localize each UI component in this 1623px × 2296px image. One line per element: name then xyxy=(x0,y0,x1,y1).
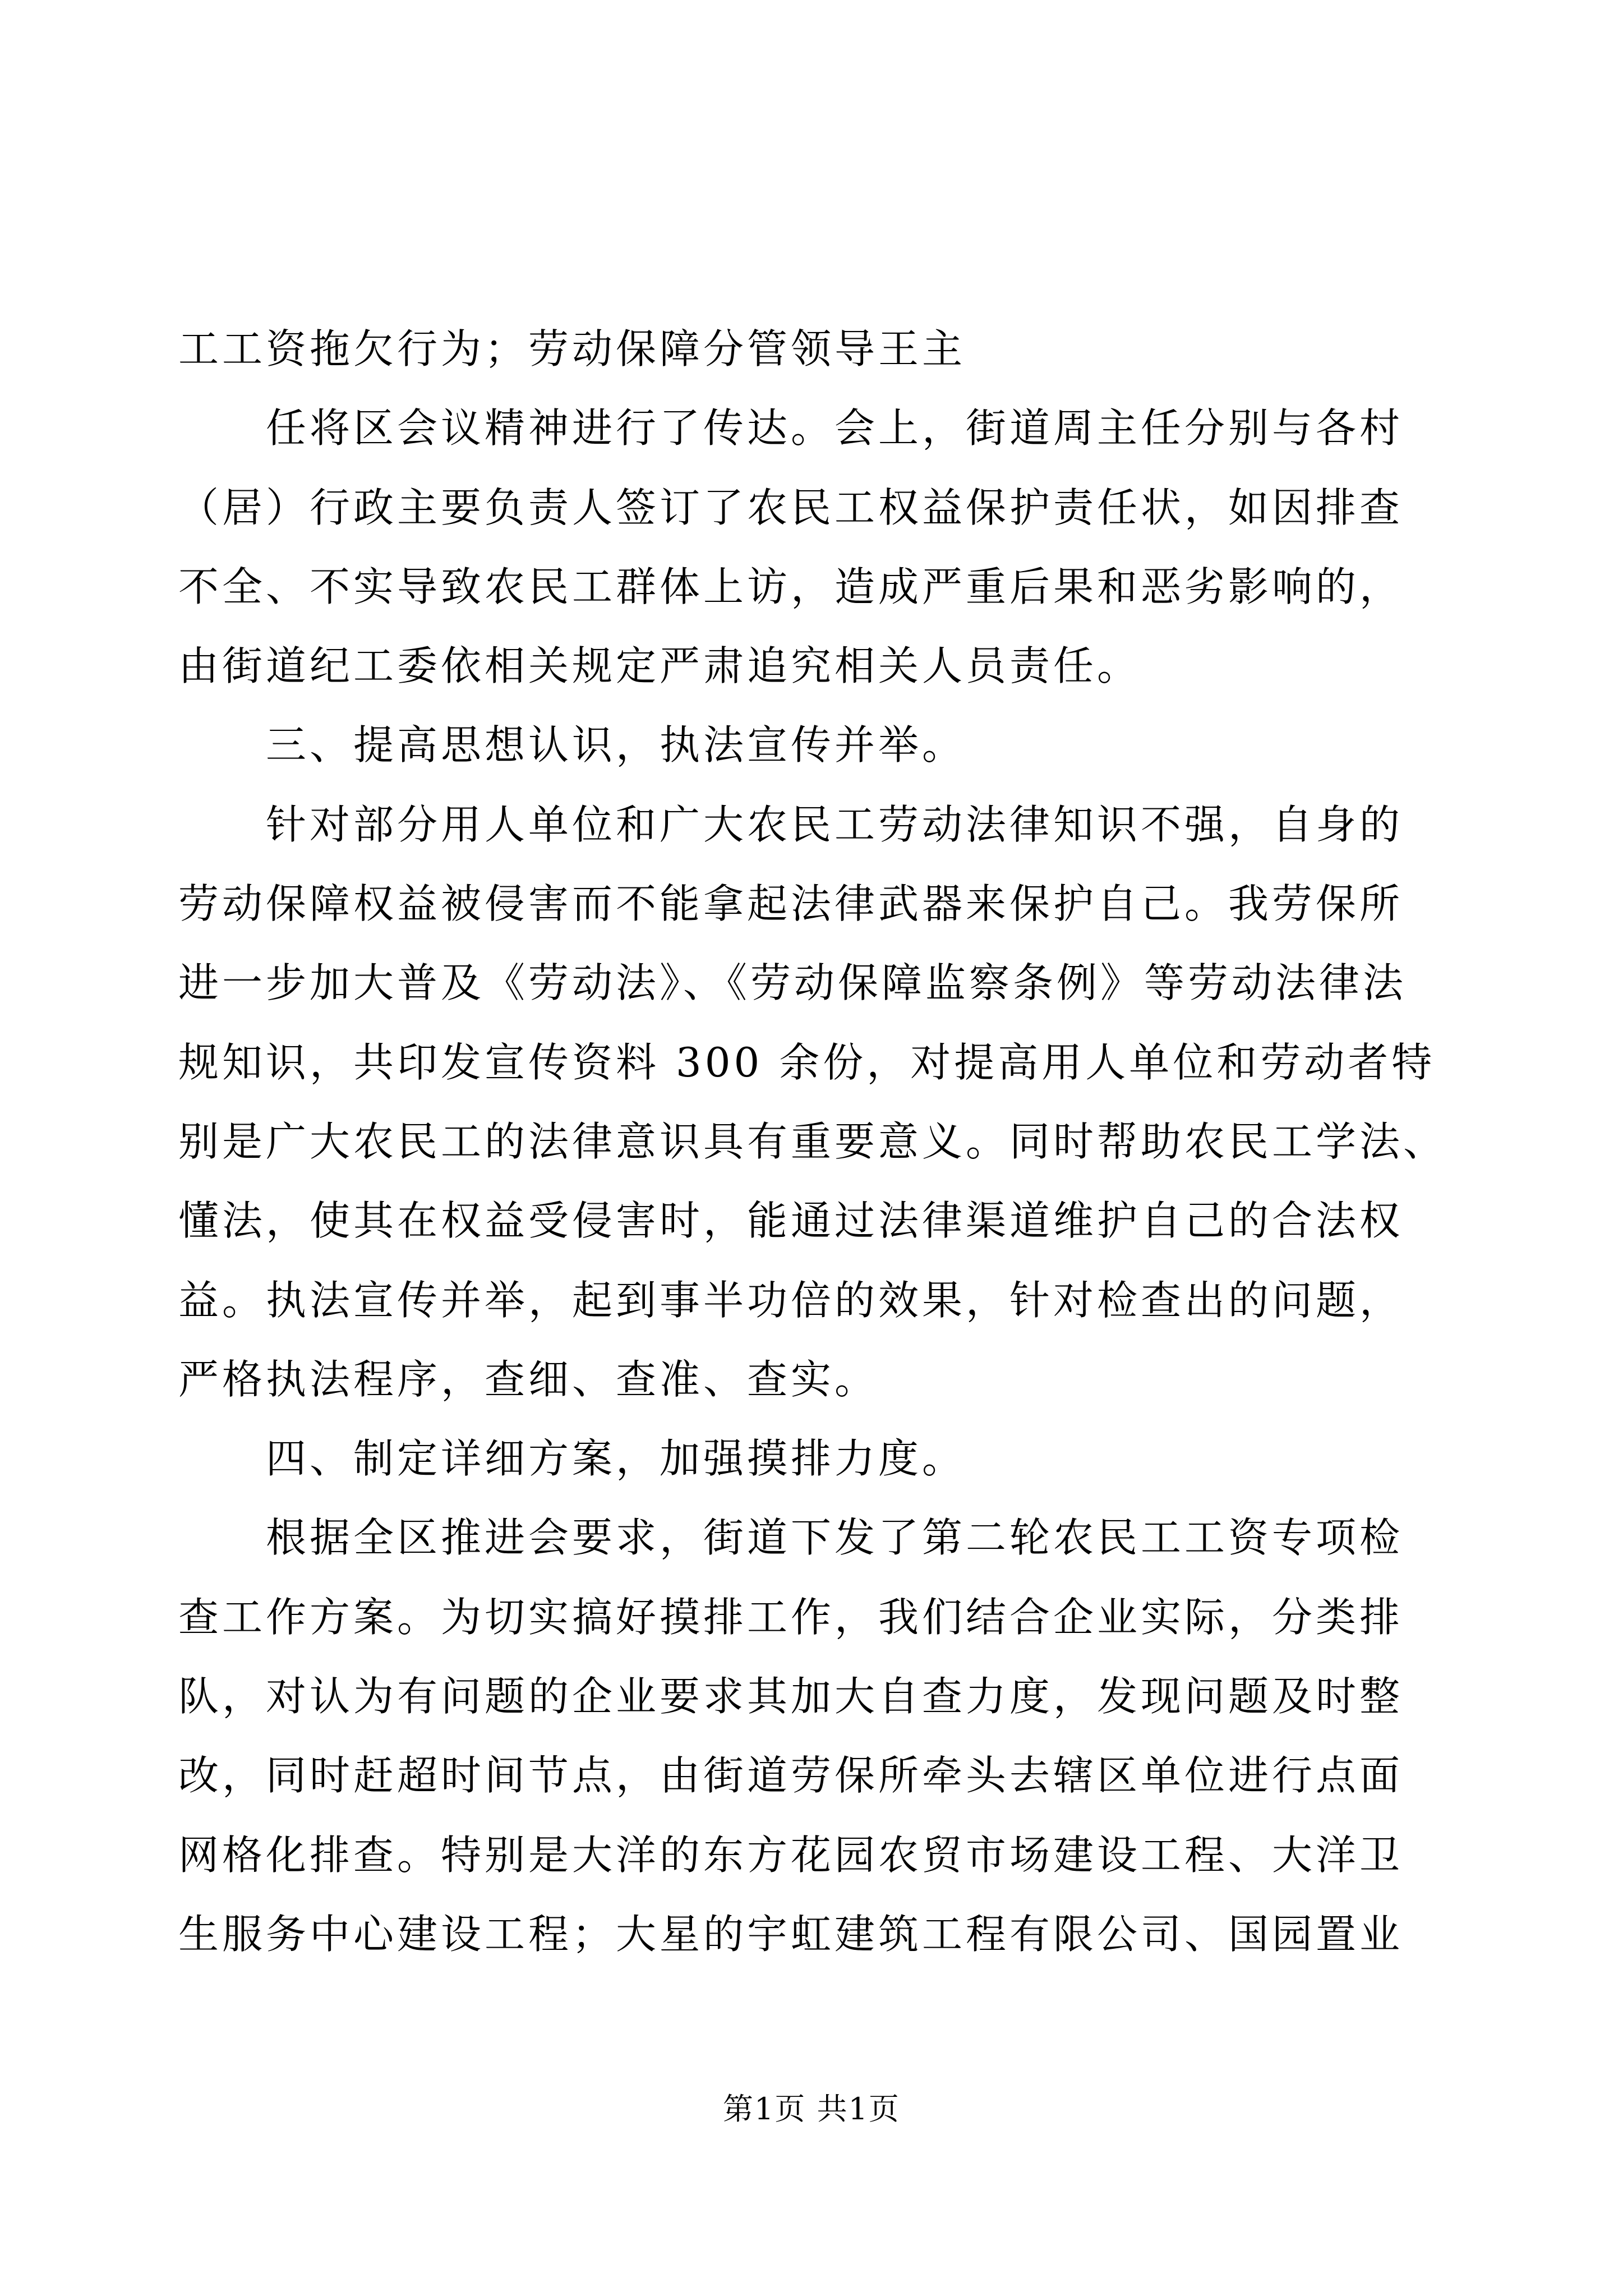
text-line: 严格执法程序，查细、查准、查实。 xyxy=(178,1355,879,1403)
text-line: 劳动保障权益被侵害而不能拿起法律武器来保护自己。我劳保所 xyxy=(178,880,1404,928)
text-line: 别是广大农民工的法律意识具有重要意义。同时帮助农民工学法、 xyxy=(178,1117,1447,1165)
text-line: 不全、不实导致农民工群体上访，造成严重后果和恶劣影响的， xyxy=(178,563,1404,610)
text-line: 生服务中心建设工程；大星的宇虹建筑工程有限公司、国园置业 xyxy=(178,1910,1404,1958)
text-line: 网格化排查。特别是大洋的东方花园农贸市场建设工程、大洋卫 xyxy=(178,1831,1404,1879)
text-line: （居）行政主要负责人签订了农民工权益保护责任状，如因排查 xyxy=(178,484,1404,531)
document-body xyxy=(178,310,1479,1974)
text-line: 队，对认为有问题的企业要求其加大自查力度，发现问题及时整 xyxy=(178,1673,1404,1720)
text-line: 懂法，使其在权益受侵害时，能通过法律渠道维护自己的合法权 xyxy=(178,1197,1404,1245)
text-line: 规知识，共印发宣传资料 300 余份，对提高用人单位和劳动者特 xyxy=(178,1038,1436,1086)
page-footer: 第1页 共1页 xyxy=(723,2091,900,2127)
text-line: 益。执法宣传并举，起到事半功倍的效果，针对检查出的问题， xyxy=(178,1276,1404,1324)
text-line: 根据全区推进会要求，街道下发了第二轮农民工工资专项检 xyxy=(178,1514,1404,1562)
text-line: 改，同时赶超时间节点，由街道劳保所牵头去辖区单位进行点面 xyxy=(178,1752,1404,1800)
text-line: 任将区会议精神进行了传达。会上，街道周主任分别与各村 xyxy=(178,404,1404,452)
text-line: 进一步加大普及《劳动法》、《劳动保障监察条例》等劳动法律法 xyxy=(178,959,1407,1007)
section-heading: 三、提高思想认识，执法宣传并举。 xyxy=(178,721,966,769)
text-line: 查工作方案。为切实搞好摸排工作，我们结合企业实际，分类排 xyxy=(178,1593,1404,1641)
section-heading: 四、制定详细方案，加强摸排力度。 xyxy=(178,1435,966,1483)
text-line: 由街道纪工委依相关规定严肃追究相关人员责任。 xyxy=(178,642,1141,690)
text-line: 工工资拖欠行为；劳动保障分管领导王主 xyxy=(178,325,966,372)
text-line: 针对部分用人单位和广大农民工劳动法律知识不强，自身的 xyxy=(178,800,1404,848)
